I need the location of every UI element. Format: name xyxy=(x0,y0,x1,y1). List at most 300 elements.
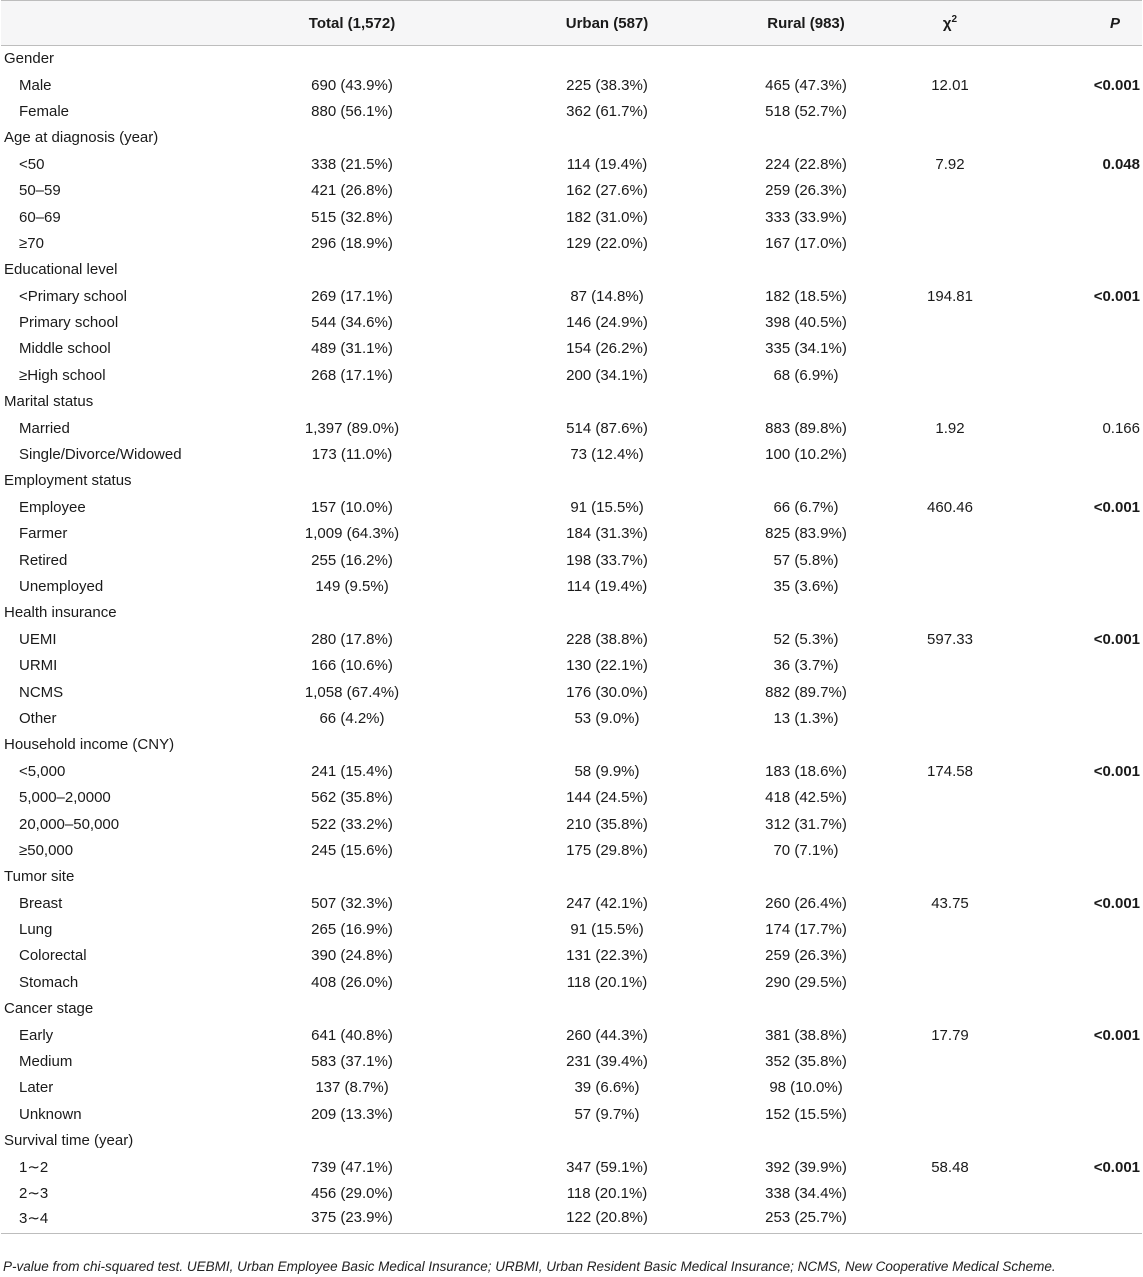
cell-urban: 228 (38.8%) xyxy=(566,630,648,648)
row-label: 1∼2 xyxy=(19,1159,49,1177)
header-urban: Urban (587) xyxy=(505,1,709,46)
cell-chi-square xyxy=(903,468,997,494)
cell-urban: 231 (39.4%) xyxy=(566,1053,648,1071)
cell-rural xyxy=(709,600,903,626)
cell-total: 583 (37.1%) xyxy=(311,1053,393,1071)
row-label: <5,000 xyxy=(19,762,66,780)
cell-total: 269 (17.1%) xyxy=(311,287,393,305)
cell-rural: 224 (22.8%) xyxy=(765,155,847,173)
row-label: 5,000–2,0000 xyxy=(19,789,111,807)
cell-total: 562 (35.8%) xyxy=(311,789,393,807)
cell-total: 522 (33.2%) xyxy=(311,815,393,833)
table-row xyxy=(1,72,1142,98)
row-label: ≥High school xyxy=(19,366,106,384)
cell-rural: 57 (5.8%) xyxy=(773,551,839,569)
row-label: Lung xyxy=(19,921,53,939)
row-label: Primary school xyxy=(19,314,119,332)
cell-urban: 73 (12.4%) xyxy=(570,446,644,464)
row-label: NCMS xyxy=(19,683,64,701)
row-label: UEMI xyxy=(19,630,57,648)
cell-p-value: <0.001 xyxy=(1093,1026,1140,1044)
cell-rural: 465 (47.3%) xyxy=(765,76,847,94)
cell-p-value: <0.001 xyxy=(1093,630,1140,648)
cell-total xyxy=(199,257,505,283)
cell-urban xyxy=(505,732,709,758)
cell-urban: 130 (22.1%) xyxy=(566,657,648,675)
cell-rural: 52 (5.3%) xyxy=(773,630,839,648)
cell-p-value xyxy=(997,46,1142,72)
cell-chi-square: 597.33 xyxy=(927,630,973,648)
row-label: ≥50,000 xyxy=(19,841,74,859)
cell-urban: 91 (15.5%) xyxy=(570,921,644,939)
cell-chi-square xyxy=(903,996,997,1022)
cell-rural: 335 (34.1%) xyxy=(765,340,847,358)
group-label: Employment status xyxy=(4,472,132,490)
cell-p-value xyxy=(997,784,1142,810)
cell-rural xyxy=(709,996,903,1022)
row-label: Later xyxy=(19,1079,54,1097)
row-label: Early xyxy=(19,1026,54,1044)
cell-total: 375 (23.9%) xyxy=(199,1207,505,1233)
cell-rural xyxy=(709,125,903,151)
table-row xyxy=(1,784,1142,810)
table-row xyxy=(1,811,1142,837)
cell-p-value: 0.048 xyxy=(1102,155,1140,173)
row-label: Employee xyxy=(19,498,86,516)
cell-p-value xyxy=(997,1128,1142,1154)
cell-urban: 347 (59.1%) xyxy=(566,1158,648,1176)
table-row xyxy=(1,573,1142,599)
cell-chi-square xyxy=(903,811,997,837)
chi-symbol: χ xyxy=(942,15,952,32)
group-label: Educational level xyxy=(4,261,118,279)
table-row xyxy=(1,1048,1142,1074)
cell-chi-square xyxy=(903,1207,997,1233)
row-label: Middle school xyxy=(19,340,111,358)
cell-p-value xyxy=(997,468,1142,494)
cell-p-value: 0.166 xyxy=(1102,419,1140,437)
cell-total: 280 (17.8%) xyxy=(311,630,393,648)
cell-urban: 114 (19.4%) xyxy=(566,578,648,595)
group-header-row xyxy=(1,1128,1142,1154)
cell-p-value xyxy=(997,679,1142,705)
cell-chi-square: 43.75 xyxy=(931,894,969,912)
cell-urban: 144 (24.5%) xyxy=(566,789,648,807)
cell-p-value xyxy=(997,389,1142,415)
row-label: 3∼4 xyxy=(1,1207,199,1233)
row-label: Breast xyxy=(19,894,63,912)
cell-urban: 210 (35.8%) xyxy=(566,815,648,833)
cell-total xyxy=(199,389,505,415)
cell-p-value xyxy=(997,257,1142,283)
group-header-row xyxy=(1,468,1142,494)
cell-total: 408 (26.0%) xyxy=(311,973,393,991)
table-row xyxy=(1,230,1142,256)
cell-chi-square xyxy=(903,98,997,124)
cell-total: 173 (11.0%) xyxy=(311,446,393,464)
cell-rural: 312 (31.7%) xyxy=(765,815,847,833)
cell-urban xyxy=(505,389,709,415)
row-label: <50 xyxy=(19,155,45,173)
cell-total: 421 (26.8%) xyxy=(311,182,393,200)
cell-p-value xyxy=(997,996,1142,1022)
table-row xyxy=(1,1022,1142,1048)
cell-urban: 154 (26.2%) xyxy=(566,340,648,358)
cell-p-value xyxy=(997,573,1142,599)
cell-rural: 398 (40.5%) xyxy=(765,314,847,332)
cell-chi-square xyxy=(903,784,997,810)
row-label: 60–69 xyxy=(19,208,61,226)
cell-chi-square xyxy=(903,46,997,72)
cell-chi-square xyxy=(903,336,997,362)
cell-urban xyxy=(505,600,709,626)
cell-urban: 175 (29.8%) xyxy=(566,841,648,859)
table-row xyxy=(1,626,1142,652)
cell-total: 489 (31.1%) xyxy=(311,340,393,358)
cell-p-value xyxy=(997,98,1142,124)
cell-p-value: <0.001 xyxy=(1093,894,1140,912)
table-row xyxy=(1,652,1142,678)
cell-p-value xyxy=(997,864,1142,890)
cell-total xyxy=(199,1128,505,1154)
table-row xyxy=(1,547,1142,573)
cell-rural: 36 (3.7%) xyxy=(773,657,839,675)
group-header-row xyxy=(1,996,1142,1022)
cell-p-value xyxy=(997,600,1142,626)
cell-chi-square xyxy=(903,732,997,758)
cell-total: 241 (15.4%) xyxy=(311,762,393,780)
group-label: Age at diagnosis (year) xyxy=(4,129,159,147)
cell-rural: 392 (39.9%) xyxy=(765,1158,847,1176)
cell-p-value xyxy=(997,336,1142,362)
cell-urban xyxy=(505,257,709,283)
row-label: 20,000–50,000 xyxy=(19,815,120,833)
cell-chi-square xyxy=(903,1075,997,1101)
cell-rural: 825 (83.9%) xyxy=(765,525,847,543)
cell-chi-square xyxy=(903,177,997,203)
cell-rural: 174 (17.7%) xyxy=(765,921,847,939)
table-row xyxy=(1,283,1142,309)
cell-total: 390 (24.8%) xyxy=(311,947,393,965)
row-label: Female xyxy=(19,102,70,120)
cell-p-value xyxy=(997,204,1142,230)
cell-chi-square xyxy=(903,943,997,969)
table-row xyxy=(1,1075,1142,1101)
cell-rural: 333 (33.9%) xyxy=(765,208,847,226)
cell-chi-square: 17.79 xyxy=(931,1026,969,1044)
cell-chi-square xyxy=(903,362,997,388)
cell-p-value xyxy=(997,916,1142,942)
table-row xyxy=(1,1207,1142,1233)
row-label: Farmer xyxy=(19,525,68,543)
cell-total: 1,009 (64.3%) xyxy=(304,525,400,543)
cell-p-value xyxy=(997,837,1142,863)
cell-chi-square xyxy=(903,547,997,573)
cell-total: 137 (8.7%) xyxy=(315,1079,389,1097)
table-row xyxy=(1,521,1142,547)
row-label: URMI xyxy=(19,657,58,675)
cell-chi-square xyxy=(903,679,997,705)
cell-rural: 152 (15.5%) xyxy=(765,1105,847,1123)
cell-p-value: <0.001 xyxy=(1093,1158,1140,1176)
table-row xyxy=(1,177,1142,203)
table-row xyxy=(1,151,1142,177)
row-label: Married xyxy=(19,419,70,437)
cell-p-value xyxy=(997,1180,1142,1206)
cell-urban xyxy=(505,864,709,890)
table-row xyxy=(1,890,1142,916)
cell-p-value xyxy=(997,125,1142,151)
cell-rural: 100 (10.2%) xyxy=(765,446,847,464)
table-row xyxy=(1,916,1142,942)
header-label-column xyxy=(1,1,199,46)
table-row xyxy=(1,441,1142,467)
table-header xyxy=(1,1,1142,46)
table-row xyxy=(1,309,1142,335)
group-header-row xyxy=(1,732,1142,758)
characteristics-table xyxy=(1,0,1142,1234)
cell-p-value xyxy=(997,177,1142,203)
header-p-value: P xyxy=(997,1,1142,46)
cell-chi-square: 12.01 xyxy=(931,76,969,94)
table-row xyxy=(1,679,1142,705)
cell-rural: 882 (89.7%) xyxy=(765,683,847,701)
cell-chi-square xyxy=(903,600,997,626)
cell-p-value xyxy=(997,521,1142,547)
cell-urban: 146 (24.9%) xyxy=(566,314,648,332)
cell-rural: 352 (35.8%) xyxy=(765,1053,847,1071)
cell-rural: 290 (29.5%) xyxy=(765,973,847,991)
cell-total: 456 (29.0%) xyxy=(311,1184,393,1202)
cell-urban xyxy=(505,46,709,72)
group-label: Household income (CNY) xyxy=(4,736,175,754)
row-label: Colorectal xyxy=(19,947,87,965)
cell-total: 507 (32.3%) xyxy=(311,894,393,912)
row-label: Unknown xyxy=(19,1105,82,1123)
cell-urban: 225 (38.3%) xyxy=(566,76,648,94)
cell-p-value xyxy=(997,1048,1142,1074)
group-header-row xyxy=(1,46,1142,72)
cell-total: 515 (32.8%) xyxy=(311,208,393,226)
cell-total: 157 (10.0%) xyxy=(311,498,393,516)
cell-p-value xyxy=(997,230,1142,256)
cell-urban xyxy=(505,1128,709,1154)
table-row xyxy=(1,837,1142,863)
cell-rural xyxy=(709,468,903,494)
cell-total: 296 (18.9%) xyxy=(311,234,393,252)
cell-urban: 514 (87.6%) xyxy=(566,419,648,437)
cell-p-value xyxy=(997,943,1142,969)
cell-chi-square xyxy=(903,837,997,863)
cell-chi-square xyxy=(903,257,997,283)
cell-rural: 381 (38.8%) xyxy=(765,1026,847,1044)
row-label: 2∼3 xyxy=(19,1185,49,1203)
cell-p-value: <0.001 xyxy=(1093,287,1140,305)
cell-total: 1,058 (67.4%) xyxy=(304,683,400,701)
cell-rural xyxy=(709,389,903,415)
row-label: Retired xyxy=(19,551,68,569)
table-row xyxy=(1,415,1142,441)
cell-urban: 260 (44.3%) xyxy=(566,1026,648,1044)
cell-total: 268 (17.1%) xyxy=(311,366,393,384)
group-label: Survival time (year) xyxy=(4,1132,134,1150)
cell-urban: 200 (34.1%) xyxy=(566,366,648,384)
cell-rural: 260 (26.4%) xyxy=(765,894,847,912)
cell-urban: 184 (31.3%) xyxy=(566,525,648,543)
cell-urban: 198 (33.7%) xyxy=(566,551,648,569)
cell-p-value xyxy=(997,309,1142,335)
cell-total: 245 (15.6%) xyxy=(311,841,393,859)
table-row xyxy=(1,1101,1142,1127)
cell-urban: 53 (9.0%) xyxy=(574,709,640,727)
cell-rural xyxy=(709,46,903,72)
cell-urban xyxy=(505,468,709,494)
cell-urban: 122 (20.8%) xyxy=(505,1207,709,1233)
cell-chi-square xyxy=(903,204,997,230)
cell-p-value xyxy=(997,362,1142,388)
cell-rural: 338 (34.4%) xyxy=(765,1184,847,1202)
cell-urban: 39 (6.6%) xyxy=(574,1079,640,1097)
cell-chi-square: 174.58 xyxy=(927,762,973,780)
header-row xyxy=(1,1,1142,46)
cell-total: 149 (9.5%) xyxy=(315,578,389,595)
cell-urban: 118 (20.1%) xyxy=(566,973,648,991)
group-label: Health insurance xyxy=(4,604,117,622)
cell-urban: 362 (61.7%) xyxy=(566,102,648,120)
table-row xyxy=(1,362,1142,388)
cell-urban: 176 (30.0%) xyxy=(566,683,648,701)
cell-rural xyxy=(709,257,903,283)
cell-total xyxy=(199,864,505,890)
cell-chi-square xyxy=(903,1128,997,1154)
cell-urban: 58 (9.9%) xyxy=(574,762,640,780)
table-row xyxy=(1,943,1142,969)
cell-urban: 162 (27.6%) xyxy=(566,182,648,200)
table-row xyxy=(1,969,1142,995)
cell-urban: 87 (14.8%) xyxy=(570,287,644,305)
table-body xyxy=(1,46,1142,1234)
row-label: Unemployed xyxy=(19,578,104,595)
cell-p-value xyxy=(997,1101,1142,1127)
cell-chi-square xyxy=(903,309,997,335)
cell-urban: 129 (22.0%) xyxy=(566,234,648,252)
cell-total: 880 (56.1%) xyxy=(311,102,393,120)
cell-rural: 35 (3.6%) xyxy=(773,578,839,595)
header-rural: Rural (983) xyxy=(709,1,903,46)
cell-p-value xyxy=(997,441,1142,467)
row-label: Medium xyxy=(19,1053,73,1071)
table-row xyxy=(1,98,1142,124)
cell-rural xyxy=(709,864,903,890)
cell-rural: 13 (1.3%) xyxy=(773,709,839,727)
cell-total: 265 (16.9%) xyxy=(311,921,393,939)
cell-chi-square xyxy=(903,1180,997,1206)
cell-p-value xyxy=(997,1075,1142,1101)
cell-chi-square xyxy=(903,389,997,415)
group-header-row xyxy=(1,389,1142,415)
cell-total: 255 (16.2%) xyxy=(311,551,393,569)
cell-p-value xyxy=(997,969,1142,995)
group-header-row xyxy=(1,864,1142,890)
cell-rural: 167 (17.0%) xyxy=(765,234,847,252)
row-label: <Primary school xyxy=(19,287,127,305)
cell-total: 544 (34.6%) xyxy=(311,314,393,332)
cell-p-value: <0.001 xyxy=(1093,76,1140,94)
cell-urban: 118 (20.1%) xyxy=(566,1184,648,1202)
group-header-row xyxy=(1,125,1142,151)
cell-rural: 253 (25.7%) xyxy=(709,1207,903,1233)
table-row xyxy=(1,494,1142,520)
table-row xyxy=(1,1154,1142,1180)
cell-total: 166 (10.6%) xyxy=(311,657,393,675)
cell-urban: 114 (19.4%) xyxy=(566,155,648,173)
cell-chi-square xyxy=(903,916,997,942)
cell-chi-square xyxy=(903,1048,997,1074)
cell-chi-square: 7.92 xyxy=(935,155,965,173)
cell-rural: 182 (18.5%) xyxy=(765,287,847,305)
cell-urban xyxy=(505,996,709,1022)
cell-chi-square xyxy=(903,230,997,256)
cell-p-value xyxy=(997,811,1142,837)
cell-rural xyxy=(709,732,903,758)
row-label: Stomach xyxy=(19,973,79,991)
cell-urban xyxy=(505,125,709,151)
cell-chi-square: 1.92 xyxy=(935,419,965,437)
cell-total: 338 (21.5%) xyxy=(311,155,393,173)
cell-chi-square xyxy=(903,652,997,678)
row-label: ≥70 xyxy=(19,234,44,252)
cell-chi-square xyxy=(903,969,997,995)
cell-chi-square: 460.46 xyxy=(927,498,973,516)
cell-urban: 182 (31.0%) xyxy=(566,208,648,226)
cell-total: 209 (13.3%) xyxy=(311,1105,393,1123)
chi-exponent: 2 xyxy=(951,14,958,25)
cell-total: 66 (4.2%) xyxy=(319,709,385,727)
cell-chi-square xyxy=(903,705,997,731)
cell-total xyxy=(199,468,505,494)
cell-chi-square xyxy=(903,441,997,467)
cell-chi-square: 194.81 xyxy=(927,287,973,305)
cell-chi-square: 58.48 xyxy=(931,1158,969,1176)
cell-chi-square xyxy=(903,573,997,599)
row-label: Other xyxy=(19,709,57,727)
cell-total xyxy=(199,732,505,758)
cell-p-value xyxy=(997,1207,1142,1233)
cell-urban: 247 (42.1%) xyxy=(566,894,648,912)
cell-rural: 259 (26.3%) xyxy=(765,947,847,965)
cell-rural: 70 (7.1%) xyxy=(773,841,839,859)
cell-total xyxy=(199,46,505,72)
cell-total xyxy=(199,600,505,626)
cell-urban: 57 (9.7%) xyxy=(574,1105,640,1123)
group-header-row xyxy=(1,257,1142,283)
group-label: Tumor site xyxy=(4,868,75,886)
cell-chi-square xyxy=(903,521,997,547)
header-total: Total (1,572) xyxy=(199,1,505,46)
cell-rural: 883 (89.8%) xyxy=(765,419,847,437)
group-header-row xyxy=(1,600,1142,626)
row-label: Male xyxy=(19,76,52,94)
cell-p-value xyxy=(997,547,1142,573)
table-row xyxy=(1,204,1142,230)
header-chi-square xyxy=(903,1,997,46)
group-label: Cancer stage xyxy=(4,1000,94,1018)
table-row xyxy=(1,1180,1142,1206)
cell-total xyxy=(199,996,505,1022)
cell-rural: 418 (42.5%) xyxy=(765,789,847,807)
row-label: Single/Divorce/Widowed xyxy=(19,446,182,464)
cell-chi-square xyxy=(903,1101,997,1127)
